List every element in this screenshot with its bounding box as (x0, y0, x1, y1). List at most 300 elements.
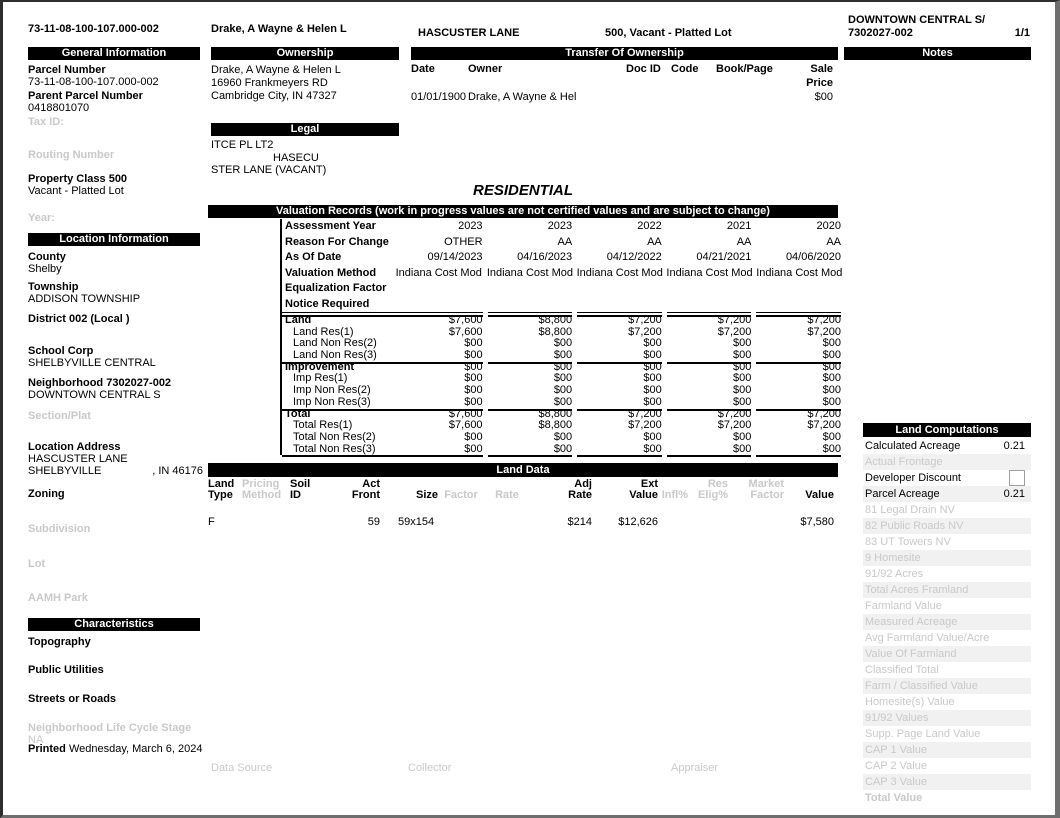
valuation-cell (394, 297, 483, 313)
valuation-cell: $8,800 (538, 419, 573, 432)
land-data-column-header (484, 490, 530, 501)
valuation-cell (577, 281, 662, 297)
land-computation-label: Classified Total (865, 664, 939, 676)
valuation-cell (488, 297, 573, 313)
land-computation-row (863, 646, 1031, 662)
field-value: Shelby (28, 263, 62, 275)
header-owner-name: Drake, A Wayne & Helen L (211, 23, 347, 35)
divider-segment (577, 312, 662, 313)
land-computation-label: CAP 2 Value (865, 760, 927, 772)
land-computation-row (863, 470, 1031, 486)
header-parcel-id: 73-11-08-100-107.000-002 (28, 23, 159, 35)
land-computation-value: 0.21 (1003, 488, 1025, 500)
land-data-cell (438, 516, 484, 529)
field-label: Tax ID: (28, 116, 64, 128)
valuation-cell: $00 (553, 442, 573, 455)
divider-segment (756, 312, 841, 313)
land-data-column-header (242, 479, 290, 501)
land-computation-row (863, 710, 1031, 726)
location-information-header: Location Information (28, 233, 200, 246)
valuation-row (282, 397, 841, 409)
valuation-row-label: Equalization Factor (285, 282, 387, 294)
divider-segment (282, 455, 483, 457)
valuation-cell: $00 (733, 360, 752, 373)
characteristics-header: Characteristics (28, 618, 200, 631)
header-line-top: Ext (640, 478, 658, 490)
legal-line: HASECU (273, 151, 319, 164)
valuation-cell: $7,200 (717, 325, 752, 338)
transfer-column-header: Code (671, 63, 699, 75)
field-label: District 002 (Local ) (28, 313, 130, 325)
valuation-row-label: Total Non Res(3) (293, 442, 376, 455)
ownership-line: Drake, A Wayne & Helen L (211, 64, 341, 76)
land-data-column-header (290, 479, 340, 501)
field (28, 592, 208, 604)
land-computation-label: CAP 1 Value (865, 744, 927, 756)
valuation-cell: Indiana Cost Mod (576, 266, 663, 279)
land-computation-row (863, 454, 1031, 470)
field (28, 313, 208, 325)
field-label: Zoning (28, 488, 65, 500)
ownership-header: Ownership (211, 47, 399, 60)
ownership-address (211, 64, 341, 103)
field (28, 251, 208, 275)
land-computation-label: Developer Discount (865, 472, 961, 484)
valuation-row-label: Valuation Method (285, 266, 377, 279)
header-line-top: Pricing (242, 478, 280, 490)
valuation-cell: $8,800 (538, 325, 573, 338)
valuation-cell: $7,200 (628, 314, 662, 326)
valuation-cell: $00 (553, 360, 573, 373)
valuation-cell (667, 297, 752, 313)
field-label: Township (28, 281, 79, 293)
field-value: 73-11-08-100-107.000-002 (28, 76, 159, 88)
transfer-column-header: Sale Price (806, 63, 833, 89)
valuation-cell: $7,200 (807, 407, 841, 420)
valuation-cell: AA (736, 235, 752, 248)
header-page-number: 1/1 (1014, 27, 1030, 39)
general-information-section (28, 61, 208, 224)
valuation-cell (667, 281, 752, 297)
land-computation-row (863, 582, 1031, 598)
valuation-cell: $00 (643, 430, 662, 443)
transfer-cell (716, 90, 786, 104)
land-data-cell: $12,626 (618, 516, 658, 528)
land-computation-row (863, 566, 1031, 582)
field-label: Public Utilities (28, 664, 104, 676)
state-zip-value: , IN 46176 (152, 465, 203, 477)
field (28, 212, 208, 224)
land-data-table (208, 479, 838, 529)
field (28, 488, 208, 500)
valuation-cell: $7,200 (628, 325, 662, 338)
land-computation-label: 91/92 Acres (865, 568, 924, 580)
land-data-cell: 59 (367, 516, 380, 528)
field-label: Property Class 500 (28, 173, 128, 185)
valuation-row (282, 350, 841, 362)
field-value: NA (28, 734, 44, 746)
land-computation-label: Avg Farmland Value/Acre (865, 632, 990, 644)
land-computation-row (863, 534, 1031, 550)
land-computation-row (863, 630, 1031, 646)
land-data-cell (728, 516, 784, 529)
field (28, 377, 208, 401)
land-computation-row (863, 758, 1031, 774)
valuation-cell: $00 (464, 384, 483, 397)
transfer-cell (671, 90, 716, 104)
data-source-label: Data Source (211, 762, 273, 774)
header-line-top: Land (208, 478, 235, 490)
field (28, 64, 208, 88)
valuation-cell: $00 (733, 384, 752, 397)
land-computation-row (863, 790, 1031, 806)
valuation-cell (756, 297, 841, 313)
valuation-cell: $7,200 (717, 419, 752, 432)
valuation-row-label: Imp Non Res(2) (293, 384, 371, 397)
land-computation-row (863, 438, 1031, 454)
header-neighborhood-code: 7302027-002 (848, 27, 913, 39)
valuation-cell: $7,600 (448, 419, 483, 432)
valuation-cell: $00 (553, 430, 573, 443)
land-computation-label: Homesite(s) Value (865, 696, 955, 708)
field-label: Streets or Roads (28, 693, 117, 705)
valuation-cell: $00 (822, 360, 841, 373)
land-data-header: Land Data (208, 463, 838, 477)
header-line-bottom: Infl% (661, 489, 688, 501)
divider-segment (667, 312, 752, 313)
field-label: Routing Number (28, 149, 115, 161)
header-line-bottom: Type (208, 489, 233, 501)
field (28, 149, 208, 161)
valuation-cell: $00 (464, 360, 483, 373)
land-computations-section (863, 438, 1031, 806)
land-data-cell: $214 (567, 516, 592, 528)
header-line-bottom: Factor (444, 489, 478, 501)
land-computation-label: Farm / Classified Value (865, 680, 978, 692)
land-computation-label: 82 Public Roads NV (865, 520, 964, 532)
transfer-row (411, 90, 838, 104)
transfer-cell: Drake, A Wayne & Hel (468, 91, 577, 103)
valuation-cell: $00 (643, 384, 662, 397)
land-computation-label: Farmland Value (865, 600, 942, 612)
land-computation-row (863, 662, 1031, 678)
valuation-cell: AA (826, 235, 841, 248)
valuation-cell: $00 (822, 337, 841, 350)
valuation-table (280, 219, 841, 455)
valuation-row (282, 219, 841, 235)
land-data-rows (208, 516, 838, 529)
land-computations-header: Land Computations (863, 423, 1031, 437)
land-computation-label: CAP 3 Value (865, 776, 927, 788)
land-data-cell: F (208, 516, 215, 528)
valuation-row-label: Notice Required (285, 297, 370, 310)
valuation-row (282, 235, 841, 251)
valuation-cell: 04/06/2020 (785, 251, 841, 263)
field-label: County (28, 251, 66, 263)
valuation-cell: $7,200 (628, 407, 662, 420)
field-value: DOWNTOWN CENTRAL S (28, 389, 161, 401)
valuation-cell (756, 281, 841, 297)
field-label: Parcel Number (28, 64, 106, 76)
valuation-cell (394, 281, 483, 297)
field-value: 0418801070 (28, 102, 90, 114)
header-line-top: Market (748, 478, 784, 490)
land-data-cell (290, 516, 340, 529)
printed-date: Wednesday, March 6, 2024 (65, 743, 203, 755)
valuation-cell: $00 (464, 395, 483, 408)
valuation-row-label: Land (285, 314, 312, 326)
land-computation-row (863, 742, 1031, 758)
land-computation-row (863, 614, 1031, 630)
valuation-cell: $00 (822, 372, 841, 385)
valuation-cell: $00 (464, 337, 483, 350)
header-street: HASCUSTER LANE (418, 27, 520, 39)
valuation-cell: 04/12/2022 (606, 251, 662, 263)
valuation-cell: AA (557, 235, 573, 248)
land-data-column-header (658, 490, 688, 501)
valuation-cell: $00 (643, 442, 662, 455)
land-data-column-header (380, 490, 438, 501)
field (28, 281, 208, 305)
land-data-row (208, 516, 838, 529)
transfer-cell: 01/01/1900 (411, 91, 467, 103)
valuation-cell: 2021 (726, 220, 752, 232)
land-data-cell: 59x154 (398, 516, 435, 528)
valuation-cell: $00 (733, 372, 752, 385)
valuation-row-label: Land Non Res(2) (293, 337, 377, 350)
header-line-top: Act (362, 478, 380, 490)
header-neighborhood-name: DOWNTOWN CENTRAL S/ (848, 14, 986, 26)
ownership-line: 16960 Frankmeyers RD (211, 77, 328, 89)
valuation-row-label: Total Non Res(2) (293, 430, 376, 443)
transfer-rows (411, 90, 838, 104)
valuation-cell: $00 (464, 372, 483, 385)
valuation-cell: $00 (464, 442, 483, 455)
valuation-cell: $00 (464, 349, 483, 362)
land-computation-row (863, 550, 1031, 566)
valuation-cell: $7,600 (448, 407, 483, 420)
valuation-cell: 2020 (816, 220, 841, 232)
notes-header: Notes (844, 47, 1031, 60)
header-line-bottom: Size (415, 489, 438, 501)
valuation-row-label: Improvement (285, 360, 355, 373)
valuation-cell: $00 (643, 395, 662, 408)
valuation-cell: $7,200 (807, 419, 841, 432)
field-value: HASCUSTER LANE (28, 453, 128, 465)
field-value: Vacant - Platted Lot (28, 185, 124, 197)
land-computation-label: Supp. Page Land Value (865, 728, 981, 740)
header-line-bottom: Front (351, 489, 380, 501)
valuation-row-label: Land Non Res(3) (293, 349, 377, 362)
valuation-cell: $00 (643, 360, 662, 373)
land-computation-label: Total Acres Framland (865, 584, 969, 596)
land-computation-row (863, 598, 1031, 614)
valuation-row (282, 432, 841, 444)
field-label: Location Address (28, 441, 121, 453)
valuation-cell: $00 (822, 442, 841, 455)
valuation-cell: $7,200 (717, 407, 752, 420)
ownership-line: Cambridge City, IN 47327 (211, 90, 337, 102)
land-data-column-header (530, 479, 592, 501)
header-line-bottom: Rate (495, 489, 519, 501)
header-line-top: Res (707, 478, 728, 490)
valuation-cell: $00 (643, 337, 662, 350)
field (28, 636, 208, 648)
land-data-column-header (592, 479, 658, 501)
land-computation-row (863, 502, 1031, 518)
valuation-records-header: Valuation Records (work in progress values are not certified values and are subject to change) (208, 205, 838, 218)
valuation-row-label: Total (285, 407, 311, 420)
field-label: Lot (28, 558, 46, 570)
valuation-row (282, 281, 841, 297)
land-computation-label: Measured Acreage (865, 616, 958, 628)
valuation-row-label: Land Res(1) (293, 325, 354, 338)
valuation-cell: $00 (464, 430, 483, 443)
valuation-cell: $8,800 (538, 314, 573, 326)
divider-segment (282, 312, 483, 313)
valuation-cell: $00 (733, 395, 752, 408)
valuation-cell: $7,200 (717, 314, 752, 326)
transfer-of-ownership-header: Transfer Of Ownership (411, 47, 838, 60)
valuation-cell: OTHER (444, 235, 483, 248)
land-computation-row (863, 486, 1031, 502)
land-computation-label: 91/92 Values (865, 712, 929, 724)
header-property-class: 500, Vacant - Platted Lot (605, 27, 732, 39)
header-line-bottom: Elig% (698, 489, 728, 501)
field-label: Topography (28, 636, 91, 648)
land-computation-label: 9 Homesite (865, 552, 921, 564)
characteristics-section (28, 634, 208, 746)
field-label: AAMH Park (28, 592, 88, 604)
land-data-column-header (728, 479, 784, 501)
valuation-cell: Indiana Cost Mod (395, 266, 482, 279)
valuation-cell: 2023 (547, 220, 573, 232)
valuation-row-label: As Of Date (285, 251, 342, 263)
field-value: ADDISON TOWNSHIP (28, 293, 141, 305)
legal-line: STER LANE (VACANT) (211, 164, 327, 176)
legal-header: Legal (211, 123, 399, 136)
developer-discount-checkbox[interactable] (1009, 470, 1025, 486)
field-label: Year: (28, 212, 55, 224)
land-computation-label: Parcel Acreage (865, 488, 940, 500)
header-line-top: Adj (574, 478, 592, 490)
valuation-cell: $00 (822, 349, 841, 362)
land-computation-label: Calculated Acreage (865, 440, 961, 452)
valuation-row (282, 315, 841, 327)
field (28, 116, 208, 128)
residential-banner: RESIDENTIAL (472, 182, 573, 199)
valuation-cell: $00 (643, 372, 662, 385)
collector-label: Collector (408, 762, 452, 774)
header-line-bottom: Value (805, 489, 834, 501)
valuation-cell: $00 (553, 384, 573, 397)
header-line-bottom: Rate (568, 489, 592, 501)
valuation-cell: 2022 (637, 220, 662, 232)
transfer-cell: $00 (814, 91, 833, 103)
field-label: School Corp (28, 345, 94, 357)
valuation-row-label: Assessment Year (285, 220, 376, 232)
printed-label: Printed (28, 743, 66, 755)
printed-date-line (28, 743, 202, 755)
land-data-cell (658, 516, 688, 529)
valuation-cell: AA (647, 235, 662, 248)
valuation-cell: $7,200 (807, 325, 841, 338)
valuation-cell: 09/14/2023 (427, 251, 483, 263)
valuation-row-label: Imp Non Res(3) (293, 395, 371, 408)
valuation-cell: Indiana Cost Mod (486, 266, 574, 279)
land-data-column-headers (208, 479, 838, 501)
valuation-row (282, 266, 841, 282)
valuation-cell: $00 (822, 430, 841, 443)
transfer-cell (626, 90, 671, 104)
valuation-cell: $00 (553, 395, 573, 408)
divider-segment (577, 455, 662, 457)
valuation-row-label: Imp Res(1) (293, 372, 348, 385)
header-line-bottom: Factor (750, 489, 784, 501)
valuation-cell (577, 297, 662, 313)
divider-segment (488, 455, 573, 457)
land-data-column-header (688, 479, 728, 501)
transfer-column-header: Doc ID (626, 63, 661, 75)
valuation-row (282, 444, 841, 456)
valuation-row (282, 297, 841, 313)
legal-description (211, 139, 431, 177)
land-data-cell: $7,580 (800, 516, 834, 528)
valuation-cell: Indiana Cost Mod (666, 266, 753, 279)
valuation-cell: Indiana Cost Mod (756, 266, 843, 279)
header-line-top: Soil (290, 478, 311, 490)
field (28, 523, 208, 535)
general-information-header: General Information (28, 47, 200, 60)
valuation-cell: $00 (733, 430, 752, 443)
field (28, 441, 208, 477)
valuation-cell: $00 (643, 349, 662, 362)
header-line-bottom: ID (290, 489, 301, 501)
header-line-bottom: Method (242, 489, 282, 501)
field-label: Neighborhood 7302027-002 (28, 377, 172, 389)
land-computation-row (863, 694, 1031, 710)
land-data-cell (242, 516, 290, 529)
appraiser-label: Appraiser (671, 762, 719, 774)
transfer-column-header: Book/Page (716, 63, 773, 75)
valuation-cell: $00 (733, 442, 752, 455)
land-computation-label: Total Value (865, 792, 923, 804)
valuation-row-label: Reason For Change (285, 235, 389, 248)
header-neighborhood-block (848, 14, 1030, 39)
field (28, 173, 208, 197)
land-computation-value: 0.21 (1003, 440, 1025, 452)
valuation-cell: $7,200 (628, 419, 662, 432)
field-label: Neighborhood Life Cycle Stage (28, 722, 192, 734)
field (28, 558, 208, 570)
valuation-cell: $7,600 (448, 314, 483, 326)
valuation-cell: $00 (553, 349, 573, 362)
field-label: Section/Plat (28, 410, 91, 422)
valuation-cell: $00 (822, 395, 841, 408)
field (28, 664, 208, 676)
land-data-column-header (438, 490, 484, 501)
land-computation-label: Actual Frontage (865, 456, 943, 468)
land-computation-row (863, 518, 1031, 534)
transfer-of-ownership-table (411, 62, 838, 104)
land-computation-row (863, 774, 1031, 790)
field-label: Parent Parcel Number (28, 90, 143, 102)
land-computation-label: Value Of Farmland (865, 648, 957, 660)
divider-segment (488, 312, 573, 313)
valuation-cell: $7,200 (807, 314, 841, 326)
land-computation-row (863, 726, 1031, 742)
field (28, 90, 208, 114)
